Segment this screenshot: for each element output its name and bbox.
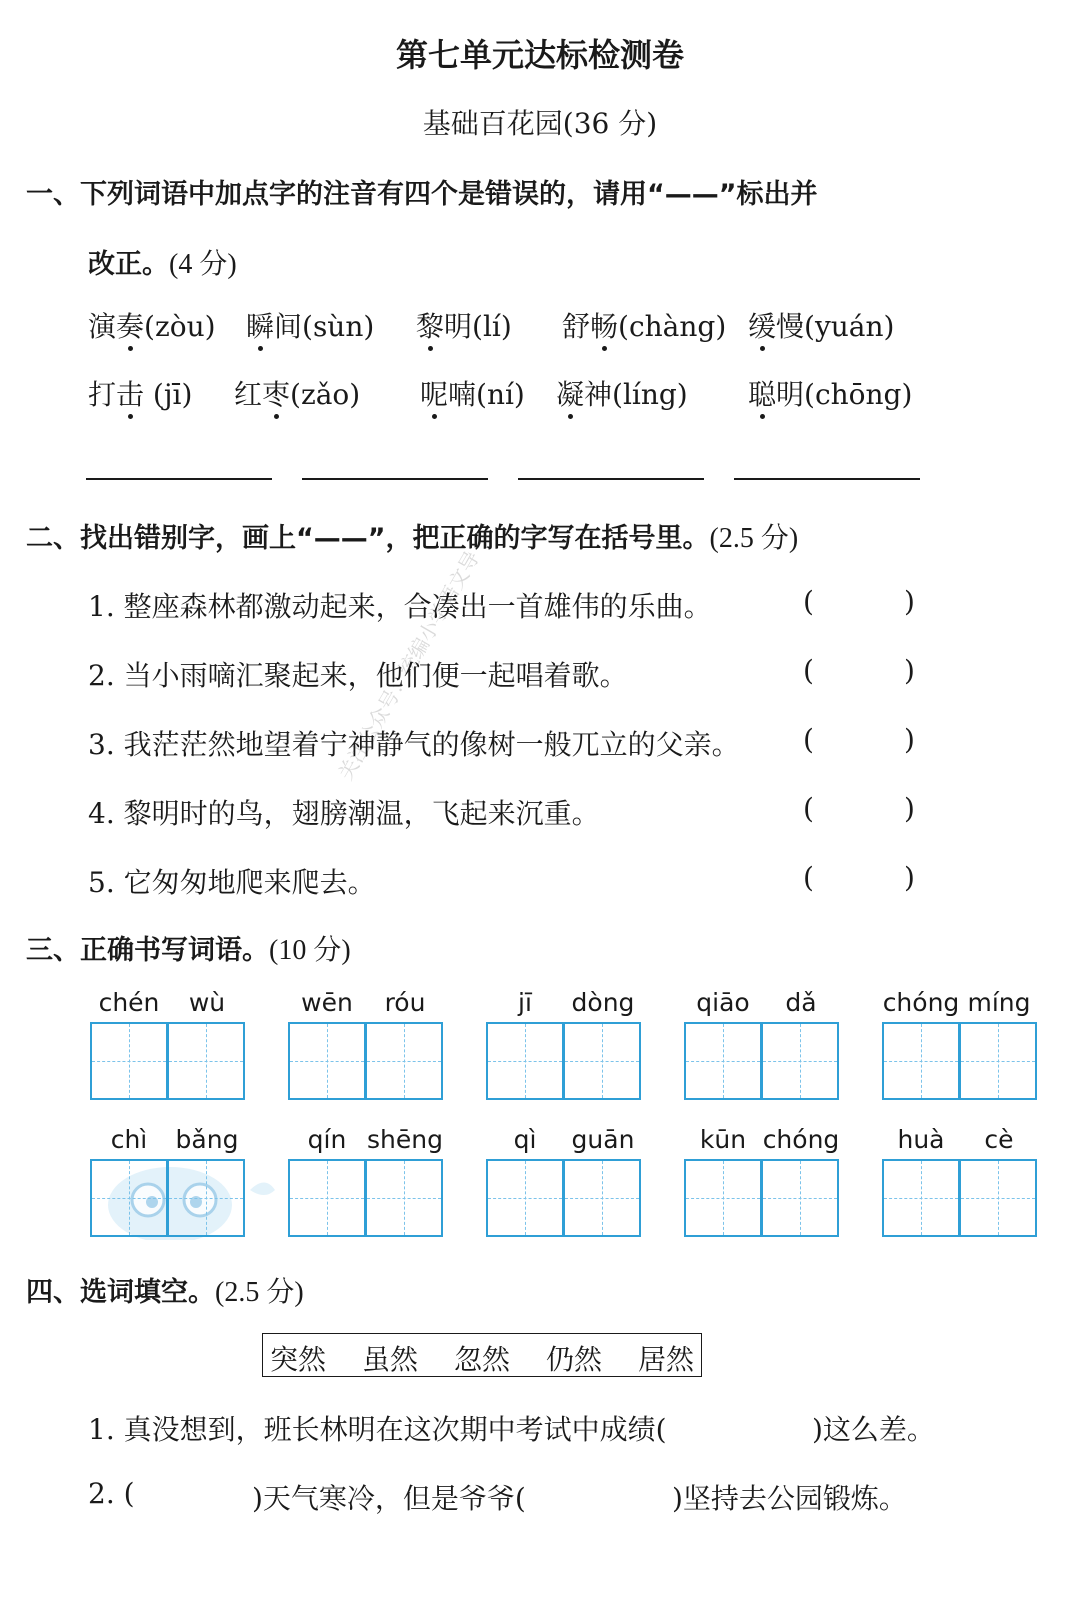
answer-line-3[interactable]	[518, 478, 704, 480]
word-pinyin: 明(chōng)	[776, 378, 913, 411]
word-pinyin: (chàng)	[618, 310, 727, 343]
dotted-character: 畅	[590, 305, 618, 345]
word-pinyin: 喃(ní)	[448, 378, 525, 411]
pinyin-label: róu	[384, 988, 426, 1017]
writing-grid-cell[interactable]	[761, 1159, 839, 1237]
answer-paren-close: )	[904, 723, 915, 756]
page-title: 第七单元达标检测卷	[395, 36, 684, 74]
pinyin-word-item	[88, 305, 216, 345]
answer-paren-close: )	[904, 654, 915, 687]
writing-grid-cell[interactable]	[288, 1022, 366, 1100]
pinyin-label: shēng	[367, 1125, 443, 1154]
word-pinyin: (zǎo)	[290, 378, 361, 411]
pinyin-label: chén	[98, 988, 160, 1017]
pinyin-label: bǎng	[175, 1125, 239, 1154]
page-subtitle: 基础百花园(36 分)	[422, 107, 658, 140]
writing-grid-cell[interactable]	[365, 1022, 443, 1100]
pinyin-label: dòng	[571, 988, 635, 1017]
pinyin-label: qín	[307, 1125, 347, 1154]
watermark: 关注公众号：统编小学语文导	[333, 546, 485, 784]
answer-line-2[interactable]	[302, 478, 488, 480]
section1-heading: 一、下列词语中加点字的注音有四个是错误的，请用“——”标出并	[26, 179, 818, 210]
section4-question-2-mid: )天气寒冷，但是爷爷(	[252, 1482, 526, 1515]
word-bank-item: 仍然	[546, 1343, 603, 1376]
section4-question-2-end: )坚持去公园锻炼。	[672, 1482, 907, 1515]
section4-heading: 四、选词填空。(2.5 分)	[26, 1277, 304, 1308]
word-text: 舒	[562, 310, 591, 343]
word-pinyin: (jī)	[144, 378, 193, 411]
section3-heading: 三、正确书写词语。(10 分)	[26, 935, 351, 966]
writing-grid-cell[interactable]	[90, 1022, 168, 1100]
answer-paren-close: )	[904, 861, 915, 894]
pinyin-label: cè	[984, 1125, 1014, 1154]
pinyin-word-item	[416, 305, 512, 345]
dotted-character: 瞬	[246, 305, 274, 345]
writing-grid-cell[interactable]	[684, 1022, 762, 1100]
pinyin-word-item	[420, 373, 525, 413]
writing-grid-cell[interactable]	[167, 1022, 245, 1100]
writing-grid-cell[interactable]	[882, 1159, 960, 1237]
answer-paren-open[interactable]: (	[803, 792, 814, 825]
pinyin-word-item	[556, 373, 688, 413]
section2-heading: 二、找出错别字，画上“——”，把正确的字写在括号里。(2.5 分)	[26, 523, 799, 554]
word-bank-item: 虽然	[362, 1343, 419, 1376]
pinyin-word-item	[88, 373, 192, 413]
section4-question-1: 1. 真没想到，班长林明在这次期中考试中成绩(	[88, 1413, 667, 1446]
dotted-character: 击	[116, 373, 144, 413]
pinyin-label: wēn	[301, 988, 353, 1017]
writing-grid-cell[interactable]	[761, 1022, 839, 1100]
pinyin-label: míng	[967, 988, 1031, 1017]
word-pinyin: 慢(yuán)	[776, 310, 895, 343]
pinyin-word-item	[234, 373, 360, 413]
pinyin-label: wù	[188, 988, 226, 1017]
answer-paren-open[interactable]: (	[803, 654, 814, 687]
word-bank-item: 突然	[270, 1343, 327, 1376]
pinyin-label: chì	[110, 1125, 148, 1154]
word-pinyin: 明(lí)	[444, 310, 512, 343]
writing-grid-cell[interactable]	[882, 1022, 960, 1100]
section2-item: 2. 当小雨嘀汇聚起来，他们便一起唱着歌。	[88, 659, 628, 692]
word-pinyin: 神(líng)	[584, 378, 688, 411]
answer-paren-close: )	[904, 585, 915, 618]
word-text: 红	[234, 378, 263, 411]
pinyin-word-item	[246, 305, 374, 345]
word-pinyin: 间(sùn)	[274, 310, 375, 343]
writing-grid-cell[interactable]	[563, 1159, 641, 1237]
dotted-character: 奏	[116, 305, 144, 345]
section2-item: 3. 我茫茫然地望着宁神静气的像树一般兀立的父亲。	[88, 728, 740, 761]
word-text: 打	[88, 378, 117, 411]
dotted-character: 呢	[420, 373, 448, 413]
pinyin-label: qiāo	[696, 988, 750, 1017]
answer-paren-open[interactable]: (	[803, 723, 814, 756]
writing-grid-cell[interactable]	[90, 1159, 168, 1237]
answer-paren-close: )	[904, 792, 915, 825]
pinyin-label: qì	[513, 1125, 537, 1154]
section2-item: 1. 整座森林都激动起来，合凑出一首雄伟的乐曲。	[88, 590, 712, 623]
writing-grid-cell[interactable]	[959, 1022, 1037, 1100]
writing-grid-cell[interactable]	[288, 1159, 366, 1237]
dotted-character: 枣	[262, 373, 290, 413]
writing-grid-cell[interactable]	[167, 1159, 245, 1237]
section4-question-2: 2. (	[88, 1477, 135, 1510]
dotted-character: 黎	[416, 305, 444, 345]
writing-grid-cell[interactable]	[563, 1022, 641, 1100]
pinyin-label: chóng	[882, 988, 960, 1017]
section2-item: 5. 它匆匆地爬来爬去。	[88, 866, 376, 899]
answer-paren-open[interactable]: (	[803, 861, 814, 894]
writing-grid-cell[interactable]	[365, 1159, 443, 1237]
section1-heading-cont: 改正。(4 分)	[88, 249, 237, 280]
section4-question-1-end: )这么差。	[812, 1413, 935, 1446]
word-bank-item: 忽然	[454, 1343, 511, 1376]
writing-grid-cell[interactable]	[486, 1022, 564, 1100]
pinyin-label: chóng	[762, 1125, 840, 1154]
pinyin-word-item	[562, 305, 726, 345]
answer-line-4[interactable]	[734, 478, 920, 480]
dotted-character: 聪	[748, 373, 776, 413]
pinyin-word-item	[748, 305, 894, 345]
section2-item: 4. 黎明时的鸟，翅膀潮温，飞起来沉重。	[88, 797, 600, 830]
writing-grid-cell[interactable]	[684, 1159, 762, 1237]
answer-line-1[interactable]	[86, 478, 272, 480]
writing-grid-cell[interactable]	[486, 1159, 564, 1237]
word-text: 演	[88, 310, 117, 343]
pinyin-word-item	[748, 373, 912, 413]
word-bank-item: 居然	[638, 1343, 695, 1376]
writing-grid-cell[interactable]	[959, 1159, 1037, 1237]
dotted-character: 缓	[748, 305, 776, 345]
pinyin-label: kūn	[699, 1125, 747, 1154]
dotted-character: 凝	[556, 373, 584, 413]
answer-paren-open[interactable]: (	[803, 585, 814, 618]
pinyin-label: jī	[518, 988, 532, 1017]
pinyin-label: dǎ	[785, 988, 817, 1017]
word-pinyin: (zòu)	[144, 310, 216, 343]
pinyin-label: guān	[571, 1125, 635, 1154]
pinyin-label: huà	[897, 1125, 945, 1154]
